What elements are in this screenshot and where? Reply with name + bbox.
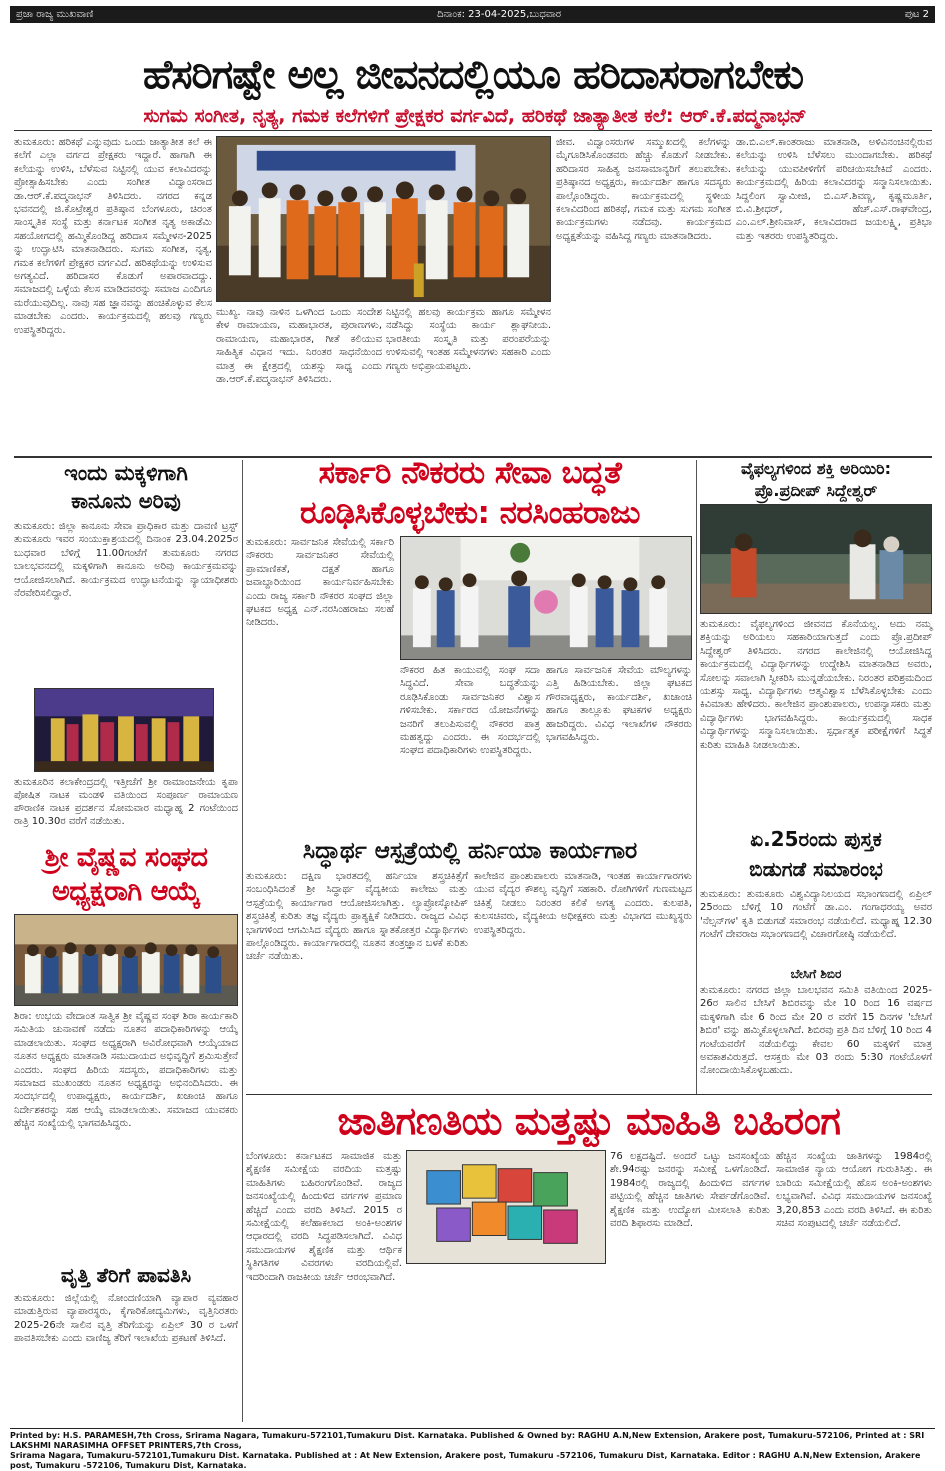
paper-name: ಪ್ರಜಾ ರಾಜ್ಯ ಮುಖವಾಣಿ [16,9,94,20]
classroom-photo-icon [701,505,931,613]
stage-drama-photo-icon [35,689,213,771]
prof-tax-title: ವೃತ್ತಿ ತೆರಿಗೆ ಪಾವತಿಸಿ [60,1263,192,1287]
siddhartha-title: ಸಿದ್ಧಾರ್ಥ ಆಸ್ಪತ್ರೆಯಲ್ಲಿ ಹರ್ನಿಯಾ ಕಾರ್ಯಗಾರ [302,838,638,864]
lead-column-1 [14,136,212,458]
sarkari-title-2: ರೂಢಿಸಿಕೊಳ್ಳಬೇಕು: ನರಸಿಂಹರಾಜು [299,495,641,531]
book-text: ತುಮಕೂರು: ತುಮಕೂರು ವಿಶ್ವವಿದ್ಯಾನಿಲಯದ ಸಭಾಂಗಣದಲ್ಲಿ ಏಪ್ರಿಲ್ 25ರಂದು ಬೆಳಿಗ್ಗೆ 10 ಗಂಟೆಗೆ ಡಾ.ಎಂ. ಗಂಗಾಧರಯ್ಯ ಅವರ 'ನೆಲ್ಸನ್‌ಗಳ' ಕೃತಿ ಬಿಡುಗಡೆ ಸಮಾರಂಭ ನಡೆಯಲಿದೆ. ಮಧ್ಯಾಹ್ನ 12.30 ಗಂಟೆಗೆ ದೇವರಾಜ ಸಭಾಂಗಣದಲ್ಲಿ ವಿಚಾರಗೋಷ್ಠಿ ನಡೆಯಲಿದೆ. [700,889,932,941]
vaishnava-body [14,1010,238,1258]
prof-tax-body [14,1292,238,1424]
camp-body [700,984,932,1088]
law-awareness-text: ತುಮಕೂರು: ಜಿಲ್ಲಾ ಕಾನೂನು ಸೇವಾ ಪ್ರಾಧಿಕಾರ ಮತ್ತು ದಾವಣಿ ಟ್ರಸ್ಟ್ ತುಮಕೂರು ಇವರ ಸಂಯುಕ್ತಾಶ್ರಯದಲ್ಲಿ ದಿನಾಂಕ 23.04.2025ರ ಬುಧವಾರ ಬೆಳಿಗ್ಗೆ 11.00ಗಂಟೆಗೆ ತುಮಕೂರು ನಗರದ ಬಾಲಭವನದಲ್ಲಿ ಮಕ್ಕಳಿಗಾಗಿ ಕಾನೂನು ಅರಿವು ಕಾರ್ಯಕ್ರಮವನ್ನು ಆಯೋಜಿಸಲಾಗಿದೆ. ಕಾರ್ಯಕ್ರಮದ ಉದ್ಘಾಟನೆಯನ್ನು ನ್ಯಾಯಾಧೀಶರು ನೆರವೇರಿಸಲಿದ್ದಾರೆ. [14,521,238,600]
page-number: ಪುಟ 2 [904,9,929,20]
drama-caption: ತುಮಕೂರಿನ ಕಲಾಕೇಂದ್ರದಲ್ಲಿ ಇತ್ತೀಚೆಗೆ ಶ್ರೀ ರಾಮಾಂಜನೇಯ ಕೃಪಾ ಪೋಷಿತ ನಾಟಕ ಮಂಡಳಿ ವತಿಯಿಂದ ಸಂಪೂರ್ಣ ರಾಮಾಯಣ ಪೌರಾಣಿಕ ನಾಟಕ ಪ್ರದರ್ಶನ ಸೋಮವಾರ ಮಧ್ಯಾಹ್ನ 2 ಗಂಟೆಯಿಂದ ರಾತ್ರಿ 10.30ರ ವರೆಗೆ ನಡೆಯಿತು. [14,777,238,827]
siddhartha-text-1: ತುಮಕೂರು: ದಕ್ಷಿಣ ಭಾರತದಲ್ಲಿ ಹರ್ನಿಯಾ ಶಸ್ತ್ರಚಿಕಿತ್ಸೆಗೆ ಸಂಬಂಧಿಸಿದಂತೆ ಶ್ರೀ ಸಿದ್ಧಾರ್ಥ ವೈದ್ಯಕೀಯ ಕಾಲೇಜು ಮತ್ತು ಆಸ್ಪತ್ರೆಯಲ್ಲಿ ಕಾರ್ಯಾಗಾರ ಆಯೋಜಿಸಲಾಗಿತ್ತು. ಲ್ಯಾಪ್ರೋಸ್ಕೋಪಿಕ್ ಶಸ್ತ್ರಚಿಕಿತ್ಸೆ ಕುರಿತು ತಜ್ಞ ವೈದ್ಯರು ಪ್ರಾತ್ಯಕ್ಷಿಕೆ ನೀಡಿದರು. ರಾಜ್ಯದ ವಿವಿಧ ಭಾಗಗಳಿಂದ ಆಗಮಿಸಿದ ವೈದ್ಯರು ಹಾಗೂ ಸ್ನಾತಕೋತ್ತರ ವಿದ್ಯಾರ್ಥಿಗಳು ಪಾಲ್ಗೊಂಡಿದ್ದರು. ಕಾರ್ಯಾಗಾರದಲ್ಲಿ ನೂತನ ತಂತ್ರಜ್ಞಾನ ಬಳಕೆ ಕುರಿತು ಚರ್ಚೆ ನಡೆಯಿತು. [246,871,468,963]
law-awareness-body [14,520,238,684]
vaishnava-title-1: ಶ್ರೀ ವೈಷ್ಣವ ಸಂಘದ [44,842,208,873]
imprint-line-2: Srirama Nagara, Tumakuru-572101,Tumakuru Dist. Karnataka. Published at : At New Extension, Arakere post, Tumakuru -572106, Tumakuru Dist, Karnataka. Editor : RAGHU A.N,New Extension, Arakere post, Tumakuru -572106, Tumakuru Dist, Karnataka. [10,1451,921,1470]
lead-column-5 [736,136,932,458]
caste-column-1 [246,1150,402,1420]
camp-text: ತುಮಕೂರು: ನಗರದ ಜಿಲ್ಲಾ ಬಾಲಭವನ ಸಮಿತಿ ವತಿಯಿಂದ 2025-26ರ ಸಾಲಿನ ಬೇಸಿಗೆ ಶಿಬಿರವನ್ನು ಮೇ 10 ರಿಂದ 16 ವರ್ಷದ ಮಕ್ಕಳಿಗಾಗಿ ಮೇ 6 ರಿಂದ ಮೇ 20 ರ ವರೆಗೆ 15 ದಿನಗಳ 'ಬೇಸಿಗೆ ಶಿಬಿರ' ವನ್ನು ಹಮ್ಮಿಕೊಳ್ಳಲಾಗಿದೆ. ಶಿಬಿರವು ಪ್ರತಿ ದಿನ ಬೆಳಿಗ್ಗೆ 10 ರಿಂದ 4 ಗಂಟೆಯವರೆಗೆ ನಡೆಯಲಿದ್ದು ಕೇವಲ 60 ಮಕ್ಕಳಿಗೆ ಮಾತ್ರ ಅವಕಾಶವಿರುತ್ತದೆ. ಆಸಕ್ತರು ಮೇ 03 ರಂದು 5:30 ಗಂಟೆಯೊಳಗೆ ನೋಂದಾಯಿಸಿಕೊಳ್ಳಬಹುದು. [700,985,932,1077]
group-photo-icon [15,915,237,1005]
caste-text-2: 76 ಲಕ್ಷದಷ್ಟಿದೆ. ಅಂದರೆ ಒಟ್ಟು ಜನಸಂಖ್ಯೆಯ ಶೇ.94ರಷ್ಟು ಜನರನ್ನು ಸಮೀಕ್ಷೆ ಒಳಗೊಂಡಿದೆ. 1984ರಲ್ಲಿ ರಾಜ್ಯದಲ್ಲಿ ಹಿಂದುಳಿದ ವರ್ಗಗಳ ಪಟ್ಟಿಯಲ್ಲಿ ಹೆಚ್ಚಿನ ಜಾತಿಗಳು ಸೇರ್ಪಡೆಗೊಂಡಿವೆ. ಶೈಕ್ಷಣಿಕ ಮತ್ತು ಉದ್ಯೋಗ ಮೀಸಲಾತಿ ಕುರಿತು ವರದಿ ಶಿಫಾರಸು ಮಾಡಿದೆ. [610,1151,770,1230]
sarkari-column-1 [246,536,394,832]
lead-column-2 [216,306,382,458]
book-title-1: ಏ.25ರಂದು ಪುಸ್ತಕ [750,827,882,851]
pradeep-body [700,618,932,824]
sarkari-photo [400,536,692,660]
vaishnava-photo [14,914,238,1006]
ceremony-photo-icon [217,137,550,301]
prof-tax-text: ತುಮಕೂರು: ಜಿಲ್ಲೆಯಲ್ಲಿ ನೋಂದಣಿಯಾಗಿ ವ್ಯಾಪಾರ ವ್ಯವಹಾರ ಮಾಡುತ್ತಿರುವ ವ್ಯಾಪಾರಸ್ಥರು, ಕೈಗಾರಿಕೋದ್ಯಮಿಗಳು, ವೃತ್ತಿನಿರತರು 2025-26ನೇ ಸಾಲಿನ ವೃತ್ತಿ ತೆರಿಗೆಯನ್ನು ಏಪ್ರಿಲ್ 30 ರ ಒಳಗೆ ಪಾವತಿಸಬೇಕು ಎಂದು ವಾಣಿಜ್ಯ ತೆರಿಗೆ ಇಲಾಖೆಯ ಪ್ರಕಟಣೆ ತಿಳಿಸಿದೆ. [14,1293,238,1345]
sarkari-text-3: ಹಾಗೂ ಸಾರ್ವಜನಿಕ ಸೇವೆಯ ಮೌಲ್ಯಗಳನ್ನು ಎತ್ತಿ ಹಿಡಿಯಬೇಕು. ಜಿಲ್ಲಾ ಘಟಕದ ಗೌರವಾಧ್ಯಕ್ಷರು, ಕಾರ್ಯದರ್ಶಿ, ಖಜಾಂಚಿ ಹಾಗೂ ತಾಲ್ಲೂಕು ಘಟಕಗಳ ಅಧ್ಯಕ್ಷರು ಹಾಜರಿದ್ದರು. ವಿವಿಧ ಇಲಾಖೆಗಳ ನೌಕರರು ಭಾಗವಹಿಸಿದ್ದರು. [546,665,692,744]
imprint-line-1: Printed by: H.S. PARAMESH,7th Cross, Srirama Nagara, Tumakuru-572101,Tumakuru Dist. Karnataka. Published & Owned by: RAGHU A.N,New Extension, Arakere post, Tumakuru-572106, Printed at : SRI LAKSHMI NARASIMHA OFFSET PRINTERS,7th Cross, [10,1431,925,1450]
caste-column-2 [610,1150,770,1420]
masthead-bar [10,6,935,23]
caste-column-3 [776,1150,932,1420]
caste-text-1: ಬೆಂಗಳೂರು: ಕರ್ನಾಟಕದ ಸಾಮಾಜಿಕ ಮತ್ತು ಶೈಕ್ಷಣಿಕ ಸಮೀಕ್ಷೆಯ ವರದಿಯ ಮತ್ತಷ್ಟು ಮಾಹಿತಿಗಳು ಬಹಿರಂಗಗೊಂಡಿವೆ. ರಾಜ್ಯದ ಜನಸಂಖ್ಯೆಯಲ್ಲಿ ಹಿಂದುಳಿದ ವರ್ಗಗಳ ಪ್ರಮಾಣ ಹೆಚ್ಚಿದೆ ಎಂದು ವರದಿ ತಿಳಿಸಿದೆ. 2015 ರ ಸಮೀಕ್ಷೆಯಲ್ಲಿ ಕಲೆಹಾಕಲಾದ ಅಂಕಿ-ಅಂಶಗಳ ಆಧಾರದಲ್ಲಿ ವರದಿ ಸಿದ್ಧಪಡಿಸಲಾಗಿದೆ. ವಿವಿಧ ಸಮುದಾಯಗಳ ಶೈಕ್ಷಣಿಕ ಮತ್ತು ಆರ್ಥಿಕ ಸ್ಥಿತಿಗತಿಗಳ ವಿವರಗಳು ವರದಿಯಲ್ಲಿವೆ. ಇದರಿಂದಾಗಿ ರಾಜಕೀಯ ಚರ್ಚೆ ಆರಂಭವಾಗಿದೆ. [246,1151,402,1283]
vaishnava-text: ಶಿರಾ: ಉಭಯ ವೇದಾಂತ ಸಾತ್ವಿಕ ಶ್ರೀ ವೈಷ್ಣವ ಸಂಘ ಶಿರಾ ಕಾರ್ಯಕಾರಿ ಸಮಿತಿಯ ಚುನಾವಣೆ ನಡೆದು ನೂತನ ಪದಾಧಿಕಾರಿಗಳನ್ನು ಆಯ್ಕೆ ಮಾಡಲಾಯಿತು. ಸಂಘದ ಅಧ್ಯಕ್ಷರಾಗಿ ಅವಿರೋಧವಾಗಿ ಆಯ್ಕೆಯಾದ ನೂತನ ಅಧ್ಯಕ್ಷರು ಮಾತನಾಡಿ ಸಮುದಾಯದ ಅಭಿವೃದ್ಧಿಗೆ ಶ್ರಮಿಸುತ್ತೇನೆ ಎಂದರು. ಸಂಘದ ಹಿರಿಯ ಸದಸ್ಯರು, ಪದಾಧಿಕಾರಿಗಳು ಮತ್ತು ಸಮಾಜದ ಮುಖಂಡರು ನೂತನ ಅಧ್ಯಕ್ಷರನ್ನು ಅಭಿನಂದಿಸಿದರು. ಈ ಸಂದರ್ಭದಲ್ಲಿ ಉಪಾಧ್ಯಕ್ಷರು, ಕಾರ್ಯದರ್ಶಿ, ಖಜಾಂಚಿ ಹಾಗೂ ನಿರ್ದೇಶಕರನ್ನು ಸಹ ಆಯ್ಕೆ ಮಾಡಲಾಯಿತು. ಸಮಾಜದ ಯುವಕರು ಹೆಚ್ಚಿನ ಸಂಖ್ಯೆಯಲ್ಲಿ ಭಾಗವಹಿಸಿದ್ದರು. [14,1011,238,1130]
felicitation-photo-icon [401,537,691,659]
law-awareness-title-1: ಇಂದು ಮಕ್ಕಳಿಗಾಗಿ [64,461,188,485]
lead-headline: ಹೆಸರಿಗಷ್ಟೇ ಅಲ್ಲ ಜೀವನದಲ್ಲಿಯೂ ಹರಿದಾಸರಾಗಬೇಕು [142,52,804,98]
siddhartha-column-1 [246,870,468,1092]
caste-text-3: ಹೆಚ್ಚಿನ ಸಂಖ್ಯೆಯ ಜಾತಿಗಳನ್ನು 1984ರಲ್ಲಿ ಸಾಮಾಜಿಕ ನ್ಯಾಯ ಆಯೋಗ ಗುರುತಿಸಿತ್ತು. ಈ ಬಾರಿಯ ಸಮೀಕ್ಷೆಯಲ್ಲಿ ಹೊಸ ಅಂಕಿ-ಅಂಶಗಳು ಲಭ್ಯವಾಗಿವೆ. ವಿವಿಧ ಸಮುದಾಯಗಳ ಜನಸಂಖ್ಯೆ 3,20,853 ಎಂದು ವರದಿ ತಿಳಿಸಿದೆ. ಈ ಕುರಿತು ಸಚಿವ ಸಂಪುಟದಲ್ಲಿ ಚರ್ಚೆ ನಡೆಯಲಿದೆ. [776,1151,932,1230]
lead-text-5: ಡಾ.ಬಿ.ಎಲ್.ಕಾಂತರಾಜು ಮಾತನಾಡಿ, ಅಳಿವಿನಂಚಿನಲ್ಲಿರುವ ಕಲೆಯನ್ನು ಉಳಿಸಿ ಬೆಳೆಸಲು ಮುಂದಾಗಬೇಕು. ಹರಿಕಥೆ ಕಲೆಯನ್ನು ಯುವಪೀಳಿಗೆಗೆ ಪರಿಚಯಿಸಬೇಕಿದೆ ಎಂದರು. ಕಾರ್ಯಕ್ರಮದಲ್ಲಿ ಹಿರಿಯ ಕಲಾವಿದರನ್ನು ಸನ್ಮಾನಿಸಲಾಯಿತು. ಸಿದ್ದಲಿಂಗ ಸ್ವಾಮೀಜಿ, ಬಿ.ಎಸ್.ಶಿವಣ್ಣ, ಕೃಷ್ಣಮೂರ್ತಿ, ಬಿ.ವಿ.ಶ್ರೀಧರ್, ಹೆಚ್.ಎಸ್.ರಾಘವೇಂದ್ರ, ಎಂ.ಎಲ್.ಶ್ರೀನಿವಾಸ್, ಕಲಾವಿದರಾದ ಜಯಲಕ್ಷ್ಮಿ, ಪ್ರತಿಭಾ ಮತ್ತು ಇತರರು ಉಪಸ್ಥಿತರಿದ್ದರು. [736,137,932,242]
sarkari-column-3 [546,664,692,832]
imprint-footer [10,1428,935,1471]
lead-subheadline: ಸುಗಮ ಸಂಗೀತ, ನೃತ್ಯ, ಗಮಕ ಕಲೆಗಳಿಗೆ ಪ್ರೇಕ್ಷಕರ ವರ್ಗವಿದೆ, ಹರಿಕಥೆ ಜಾತ್ಯಾತೀತ ಕಲೆ: ಆರ್.ಕೆ.ಪದ್ಮನಾಭನ್ [143,105,807,127]
pradeep-photo [700,504,932,614]
siddhartha-text-2: ಕಾಲೇಜಿನ ಪ್ರಾಂಶುಪಾಲರು ಮಾತನಾಡಿ, ಇಂತಹ ಕಾರ್ಯಾಗಾರಗಳು ಯುವ ವೈದ್ಯರ ಕೌಶಲ್ಯ ವೃದ್ಧಿಗೆ ಸಹಕಾರಿ. ರೋಗಿಗಳಿಗೆ ಗುಣಮಟ್ಟದ ಚಿಕಿತ್ಸೆ ನೀಡಲು ನಿರಂತರ ಕಲಿಕೆ ಅಗತ್ಯ ಎಂದರು. ಕುಲಪತಿ, ಕುಲಸಚಿವರು, ವೈದ್ಯಕೀಯ ಅಧೀಕ್ಷಕರು ಮತ್ತು ವಿಭಾಗದ ಮುಖ್ಯಸ್ಥರು ಉಪಸ್ಥಿತರಿದ್ದರು. [474,871,692,936]
pradeep-title-2: ಪ್ರೊ.ಪ್ರದೀಪ್ ಸಿದ್ದೇಶ್ವರ್ [754,481,878,500]
siddhartha-column-2 [474,870,692,1092]
camp-title: ಬೇಸಿಗೆ ಶಿಬಿರ [790,967,842,981]
column-divider [242,460,243,1422]
sarkari-text-1: ತುಮಕೂರು: ಸಾರ್ವಜನಿಕ ಸೇವೆಯಲ್ಲಿ ಸರ್ಕಾರಿ ನೌಕರರು ಸಾರ್ವಜನಿಕರ ಸೇವೆಯಲ್ಲಿ ಪ್ರಾಮಾಣಿಕತೆ, ದಕ್ಷತೆ ಹಾಗೂ ಜವಾಬ್ದಾರಿಯಿಂದ ಕಾರ್ಯನಿರ್ವಹಿಸಬೇಕು ಎಂದು ರಾಜ್ಯ ಸರ್ಕಾರಿ ನೌಕರರ ಸಂಘದ ಜಿಲ್ಲಾ ಘಟಕದ ಅಧ್ಯಕ್ಷ ಎನ್.ನರಸಿಂಹರಾಜು ಸಲಹೆ ನೀಡಿದರು. [246,537,394,629]
pradeep-title-1: ವೈಫಲ್ಯಗಳಿಂದ ಶಕ್ತಿ ಅರಿಯಿರಿ: [741,459,891,478]
lead-text-3: ನಿಟ್ಟಿನಲ್ಲಿ ಹಲವು ಕಾರ್ಯಕ್ರಮ ಹಾಗೂ ಸಮ್ಮೇಳನ ನಡೆಸಿದ್ದು ಸಂಸ್ಥೆಯ ಕಾರ್ಯ ಶ್ಲಾಘನೀಯ. ಭಾರತೀಯ ಸಂಸ್ಕೃತಿ ಮತ್ತು ಪರಂಪರೆಯನ್ನು ಉಳಿಸುವಲ್ಲಿ ಇಂತಹ ಸಮ್ಮೇಳನಗಳು ಸಹಕಾರಿ ಎಂದು ಗಣ್ಯರು ಅಭಿಪ್ರಾಯಪಟ್ಟರು. [386,307,551,372]
caste-headline: ಜಾತಿಗಣತಿಯ ಮತ್ತಷ್ಟು ಮಾಹಿತಿ ಬಹಿರಂಗ [337,1099,841,1143]
lead-text-2: ಮುಖ್ಯ. ನಾವು ನಾಳಿನ ಒಳಗಿಂದ ಒಂದು ಸಂದೇಶ ಕೇಳ ರಾಮಾಯಣ, ಮಹಾಭಾರತ, ಪುರಾಣಗಳು, ರಾಮಾಯಣ, ಮಹಾಭಾರತ, ಗೀತೆ ಕಲಿಯುವ ಸಾಹಿತ್ಯಿಕ ವಿಧಾನ ಇದು. ನಿರಂತರ ಸಾಧನೆಯಿಂದ ಮಾತ್ರ ಈ ಕ್ಷೇತ್ರದಲ್ಲಿ ಯಶಸ್ಸು ಸಾಧ್ಯ ಎಂದು ಡಾ.ಆರ್.ಕೆ.ಪದ್ಮನಾಭನ್ ತಿಳಿಸಿದರು. [216,307,382,386]
issue-date: ದಿನಾಂಕ: 23-04-2025,ಬುಧವಾರ [437,9,562,20]
sarkari-text-2: ನೌಕರರ ಹಿತ ಕಾಯುವಲ್ಲಿ ಸಂಘ ಸದಾ ಸಿದ್ಧವಿದೆ. ಸೇವಾ ಬದ್ಧತೆಯನ್ನು ರೂಢಿಸಿಕೊಂಡು ಸಾರ್ವಜನಿಕರ ವಿಶ್ವಾಸ ಗಳಿಸಬೇಕು. ಸರ್ಕಾರದ ಯೋಜನೆಗಳನ್ನು ಜನರಿಗೆ ತಲುಪಿಸುವಲ್ಲಿ ನೌಕರರ ಪಾತ್ರ ಮಹತ್ವದ್ದು ಎಂದರು. ಈ ಸಂದರ್ಭದಲ್ಲಿ ಸಂಘದ ಪದಾಧಿಕಾರಿಗಳು ಉಪಸ್ಥಿತರಿದ್ದರು. [400,665,540,757]
pradeep-text: ತುಮಕೂರು: ವೈಫಲ್ಯಗಳಿಂದ ಜೀವನದ ಕೊನೆಯಲ್ಲ. ಅದು ನಮ್ಮ ಶಕ್ತಿಯನ್ನು ಅರಿಯಲು ಸಹಕಾರಿಯಾಗುತ್ತದೆ ಎಂದು ಪ್ರೊ.ಪ್ರದೀಪ್ ಸಿದ್ದೇಶ್ವರ್ ತಿಳಿಸಿದರು. ನಗರದ ಕಾಲೇಜಿನಲ್ಲಿ ಆಯೋಜಿಸಿದ್ದ ಕಾರ್ಯಕ್ರಮದಲ್ಲಿ ವಿದ್ಯಾರ್ಥಿಗಳನ್ನು ಉದ್ದೇಶಿಸಿ ಮಾತನಾಡಿದ ಅವರು, ಸೋಲನ್ನು ಸವಾಲಾಗಿ ಸ್ವೀಕರಿಸಿ ಮುನ್ನಡೆಯಬೇಕು. ನಿರಂತರ ಪರಿಶ್ರಮದಿಂದ ಯಶಸ್ಸು ಸಾಧ್ಯ. ವಿದ್ಯಾರ್ಥಿಗಳು ಆತ್ಮವಿಶ್ವಾಸ ಬೆಳೆಸಿಕೊಳ್ಳಬೇಕು ಎಂದು ಕಿವಿಮಾತು ಹೇಳಿದರು. ಕಾಲೇಜಿನ ಪ್ರಾಂಶುಪಾಲರು, ಉಪನ್ಯಾಸಕರು ಮತ್ತು ವಿದ್ಯಾರ್ಥಿಗಳು ಭಾಗವಹಿಸಿದ್ದರು. ಕಾರ್ಯಕ್ರಮದಲ್ಲಿ ಸಾಧಕ ವಿದ್ಯಾರ್ಥಿಗಳನ್ನು ಸನ್ಮಾನಿಸಲಾಯಿತು. ಸ್ಪರ್ಧಾತ್ಮಕ ಪರೀಕ್ಷೆಗಳಿಗೆ ಸಿದ್ಧತೆ ಕುರಿತು ಮಾಹಿತಿ ನೀಡಲಾಯಿತು. [700,619,932,751]
book-body [700,888,932,966]
law-awareness-title-2: ಕಾನೂನು ಅರಿವು [71,489,181,513]
lead-column-3 [386,306,551,458]
sarkari-column-2 [400,664,540,832]
divider [246,1094,932,1095]
lead-column-4 [556,136,731,458]
census-cubes-illustration-icon [407,1151,605,1263]
divider [14,130,932,131]
drama-photo [34,688,214,772]
caste-photo [406,1150,606,1264]
lead-text-1: ತುಮಕೂರು: ಹರಿಕಥೆ ಎನ್ನುವುದು ಒಂದು ಜಾತ್ಯಾತೀತ ಕಲೆ ಈ ಕಲೆಗೆ ಎಲ್ಲಾ ವರ್ಗದ ಪ್ರೇಕ್ಷಕರು ಇದ್ದಾರೆ. ಹಾಗಾಗಿ ಈ ಕಲೆಯನ್ನು ಉಳಿಸಿ, ಬೆಳೆಸುವ ನಿಟ್ಟಿನಲ್ಲಿ ಯುವ ಕಲಾವಿದರನ್ನು ಪ್ರೋತ್ಸಾಹಿಸಬೇಕು ಎಂದು ಸಂಗೀತ ವಿದ್ವಾಂಸರಾದ ಡಾ.ಆರ್.ಕೆ.ಪದ್ಮನಾಭನ್ ತಿಳಿಸಿದರು. ನಗರದ ಕನ್ನಡ ಭವನದಲ್ಲಿ ಜಿ.ಕೊಟ್ರೇಶ್ವರ ಪ್ರತಿಷ್ಠಾನ ಬೆಂಗಳೂರು, ಚಿರಂತ ಸಾಂಸ್ಕೃತಿಕ ಸಂಸ್ಥೆ ಮತ್ತು ಕರ್ನಾಟಕ ಸಂಗೀತ ನೃತ್ಯ ಅಕಾಡೆಮಿ ಸಹಯೋಗದಲ್ಲಿ ಹಮ್ಮಿಕೊಂಡಿದ್ದ ಹರಿದಾಸ ಸಮ್ಮೇಳನ-2025 ನ್ನು ಉದ್ಘಾಟಿಸಿ ಮಾತನಾಡಿದರು. ಸುಗಮ ಸಂಗೀತ, ನೃತ್ಯ, ಗಮಕ ಕಲೆಗಳಿಗೆ ಪ್ರೇಕ್ಷಕರ ವರ್ಗವಿದೆ. ಹರಿಕಥೆಯನ್ನು ಉಳಿಸುವ ಅಗತ್ಯವಿದೆ. ಹರಿದಾಸರ ಕೊಡುಗೆ ಅಪಾರವಾದದ್ದು. ಸಮಾಜದಲ್ಲಿ ಒಳ್ಳೆಯ ಕೆಲಸ ಮಾಡಿದವರನ್ನು ಸಮಾಜ ಎಂದಿಗೂ ಮರೆಯುವುದಿಲ್ಲ. ನಾವು ಸಹ ಜ್ಞಾನವನ್ನು ಹಂಚಿಕೊಳ್ಳುವ ಕೆಲಸ ಮಾಡಬೇಕು ಎಂದರು. ಕಾರ್ಯಕ್ರಮದಲ್ಲಿ ಹಲವು ಗಣ್ಯರು ಉಪಸ್ಥಿತರಿದ್ದರು. [14,137,212,336]
column-divider [696,460,697,1094]
sarkari-title-1: ಸರ್ಕಾರಿ ನೌಕರರು ಸೇವಾ ಬದ್ಧತೆ [318,455,622,491]
lead-text-4: ಜೀವ. ವಿದ್ವಾಂಸರುಗಳ ಸಮ್ಮುಖದಲ್ಲಿ ಕಲೆಗಳನ್ನು ಮೈಗೂಡಿಸಿಕೊಂಡವರು ಹೆಚ್ಚು ಕೊಡುಗೆ ನೀಡಬೇಕು. ಹರಿದಾಸರ ಸಾಹಿತ್ಯ ಜನಸಾಮಾನ್ಯರಿಗೆ ತಲುಪಬೇಕು. ಪ್ರತಿಷ್ಠಾನದ ಅಧ್ಯಕ್ಷರು, ಕಾರ್ಯದರ್ಶಿ ಹಾಗೂ ಸದಸ್ಯರು ಪಾಲ್ಗೊಂಡಿದ್ದರು. ಕಾರ್ಯಕ್ರಮದಲ್ಲಿ ಸ್ಥಳೀಯ ಕಲಾವಿದರಿಂದ ಹರಿಕಥೆ, ಗಮಕ ಮತ್ತು ಸುಗಮ ಸಂಗೀತ ಕಾರ್ಯಕ್ರಮಗಳು ನಡೆದವು. ಕಾರ್ಯಕ್ರಮದ ಅಧ್ಯಕ್ಷತೆಯನ್ನು ವಹಿಸಿದ್ದ ಗಣ್ಯರು ಮಾತನಾಡಿದರು. [556,137,731,242]
vaishnava-title-2: ಅಧ್ಯಕ್ಷರಾಗಿ ಆಯ್ಕೆ [52,876,200,907]
lead-photo [216,136,551,302]
book-title-2: ಬಿಡುಗಡೆ ಸಮಾರಂಭ [749,857,883,881]
